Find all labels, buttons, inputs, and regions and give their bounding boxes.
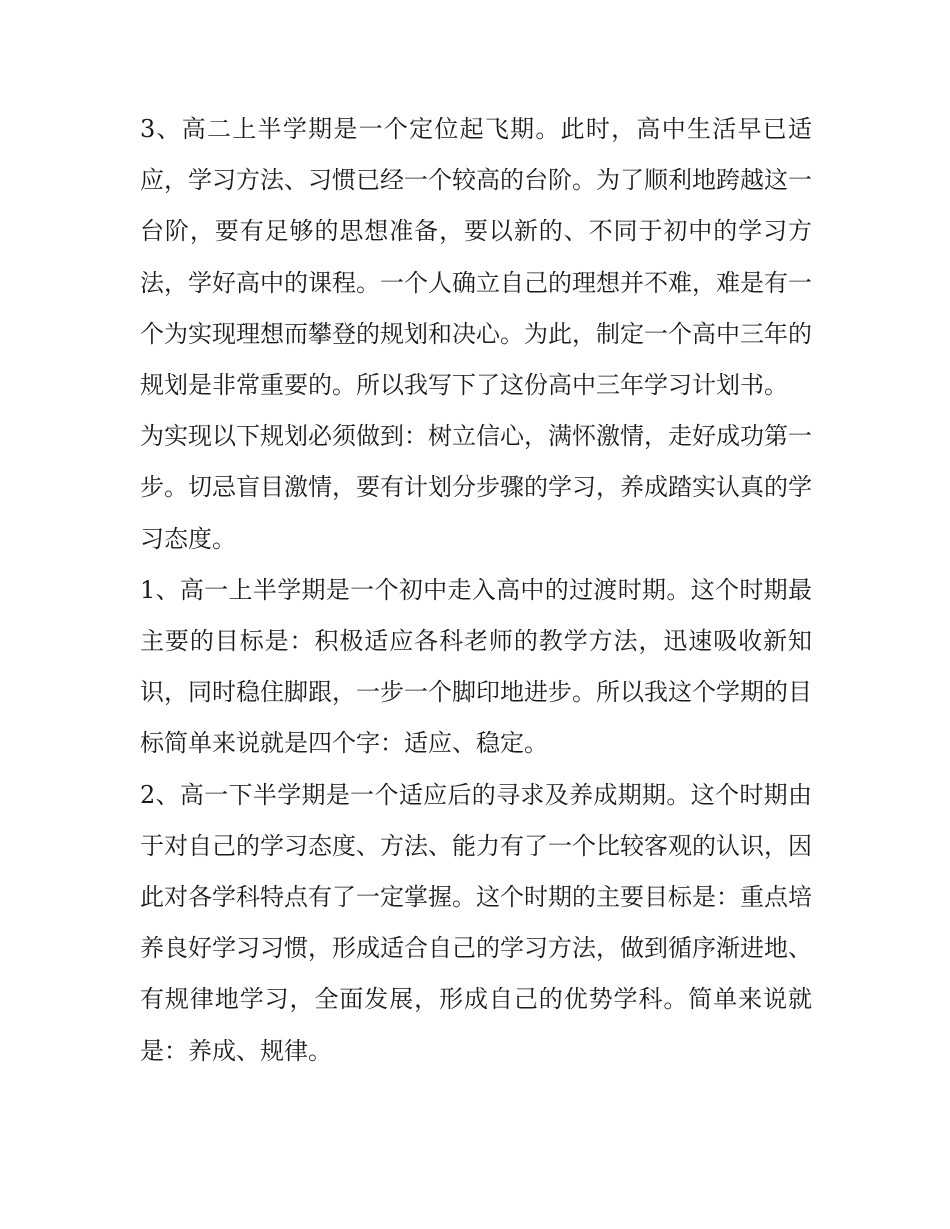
paragraph-sophomore-first-term: 3、高二上半学期是一个定位起飞期。此时，高中生活早已适应，学习方法、习惯已经一个较高的台阶。为了顺利地跨越这一台阶，要有足够的思想准备，要以新的、不同于初中的学习方法，学好高中的课程。一个人确立自己的理想并不难，难是有一个为实现理想而攀登的规划和决心。为此，制定一个高中三年的规划是非常重要的。所以我写下了这份高中三年学习计划书。 (140, 115, 812, 400)
paragraph-requirements: 为实现以下规划必须做到：树立信心，满怀激情，走好成功第一步。切忌盲目激情，要有计划分步骤的学习，养成踏实认真的学习态度。 (140, 422, 812, 553)
document-body (140, 104, 812, 1077)
paragraph-freshman-second-term: 2、高一下半学期是一个适应后的寻求及养成期期。这个时期由于对自己的学习态度、方法、能力有了一个比较客观的认识，因此对各学科特点有了一定掌握。这个时期的主要目标是：重点培养良好学习习惯，形成适合自己的学习方法，做到循序渐进地、有规律地学习，全面发展，形成自己的优势学科。简单来说就是：养成、规律。 (140, 780, 812, 1065)
paragraph-freshman-first-term: 1、高一上半学期是一个初中走入高中的过渡时期。这个时期最主要的目标是：积极适应各科老师的教学方法，迅速吸收新知识，同时稳住脚跟，一步一个脚印地进步。所以我这个学期的目标简单来说就是四个字：适应、稳定。 (140, 575, 812, 758)
